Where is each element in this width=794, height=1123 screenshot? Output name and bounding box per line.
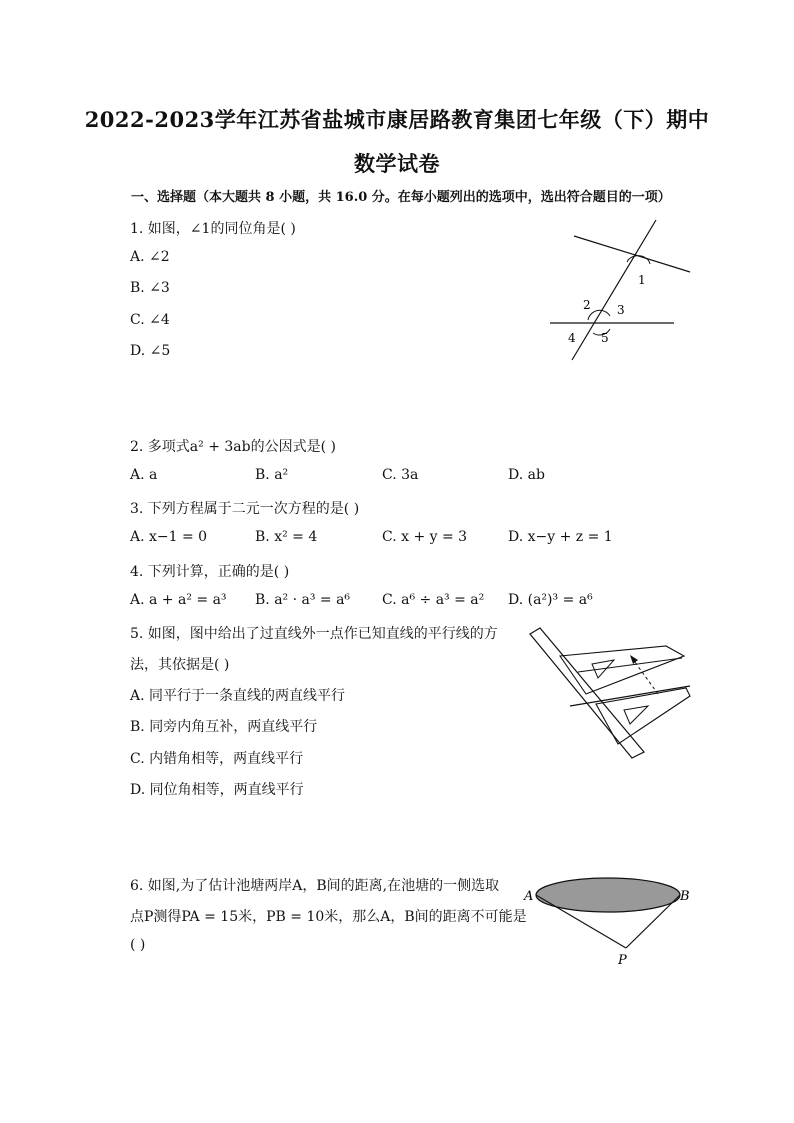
- question-4-option-a: A. a + a² = a³: [130, 592, 227, 608]
- question-1-option-a: A. ∠2: [130, 249, 170, 265]
- question-4-stem: 4. 下列计算，正确的是( ): [130, 564, 290, 580]
- question-5-stem-line2: 法，其依据是( ): [130, 657, 230, 673]
- question-4-option-b: B. a² · a³ = a⁶: [255, 592, 351, 608]
- question-2-stem: 2. 多项式a² + 3ab的公因式是( ): [130, 439, 336, 455]
- question-6-figure: [520, 870, 700, 970]
- q6-label-p: P: [618, 953, 627, 968]
- q5-lower-line: [570, 686, 690, 706]
- question-2-option-a: A. a: [130, 467, 158, 483]
- question-2-option-b: B. a²: [255, 467, 289, 483]
- question-5-figure: [526, 624, 694, 762]
- q1-label-4: 4: [568, 331, 576, 345]
- question-2-option-c: C. 3a: [382, 467, 419, 483]
- question-5-stem-line1: 5. 如图，图中给出了过直线外一点作已知直线的平行线的方: [130, 626, 498, 642]
- question-5-option-c: C. 内错角相等，两直线平行: [130, 751, 304, 767]
- question-5-option-d: D. 同位角相等，两直线平行: [130, 782, 304, 798]
- question-1-option-c: C. ∠4: [130, 312, 170, 328]
- question-3-option-a: A. x−1 = 0: [130, 529, 208, 545]
- q5-set-square-lower-hole: [624, 706, 648, 724]
- question-1-option-d: D. ∠5: [130, 343, 171, 359]
- q5-upper-edge: [578, 658, 682, 672]
- q1-label-5: 5: [601, 331, 609, 345]
- question-6-stem-line1: 6. 如图,为了估计池塘两岸A，B间的距离,在池塘的一侧选取: [130, 878, 500, 894]
- q6-label-a: A: [524, 889, 534, 904]
- q5-set-square-upper: [560, 646, 684, 694]
- question-3-option-d: D. x−y + z = 1: [508, 529, 613, 545]
- question-5-option-a: A. 同平行于一条直线的两直线平行: [130, 688, 346, 704]
- q1-label-2: 2: [583, 298, 591, 312]
- question-6-stem-line2: 点P测得PA = 15米，PB = 10米，那么A，B间的距离不可能是: [130, 909, 527, 925]
- q1-transversal: [572, 220, 656, 360]
- question-6-stem-line3: ( ): [130, 937, 146, 953]
- question-3-option-b: B. x² = 4: [255, 529, 318, 545]
- q5-set-square-lower: [596, 688, 690, 744]
- question-2-option-d: D. ab: [508, 467, 545, 483]
- q1-upper-line: [574, 236, 690, 272]
- q1-label-1: 1: [638, 273, 646, 287]
- question-3-option-c: C. x + y = 3: [382, 529, 468, 545]
- exam-title-line1: 2022-2023学年江苏省盐城市康居路教育集团七年级（下）期中: [84, 107, 710, 132]
- exam-title-line2: 数学试卷: [354, 151, 440, 176]
- question-5-option-b: B. 同旁内角互补，两直线平行: [130, 719, 318, 735]
- question-1-option-b: B. ∠3: [130, 280, 170, 296]
- question-4-option-d: D. (a²)³ = a⁶: [508, 592, 593, 608]
- question-4-option-c: C. a⁶ ÷ a³ = a²: [382, 592, 485, 608]
- question-3-stem: 3. 下列方程属于二元一次方程的是( ): [130, 501, 360, 517]
- q6-label-b: B: [680, 889, 690, 904]
- question-1-stem: 1. 如图，∠1的同位角是( ): [130, 221, 296, 237]
- q1-label-3: 3: [617, 303, 625, 317]
- q5-arrow-head: [630, 655, 638, 664]
- section-heading-choice: 一、选择题（本大题共 8 小题，共 16.0 分。在每小题列出的选项中，选出符合题目的一项）: [131, 190, 671, 205]
- q6-pond: [536, 878, 680, 912]
- question-1-figure: [540, 212, 700, 364]
